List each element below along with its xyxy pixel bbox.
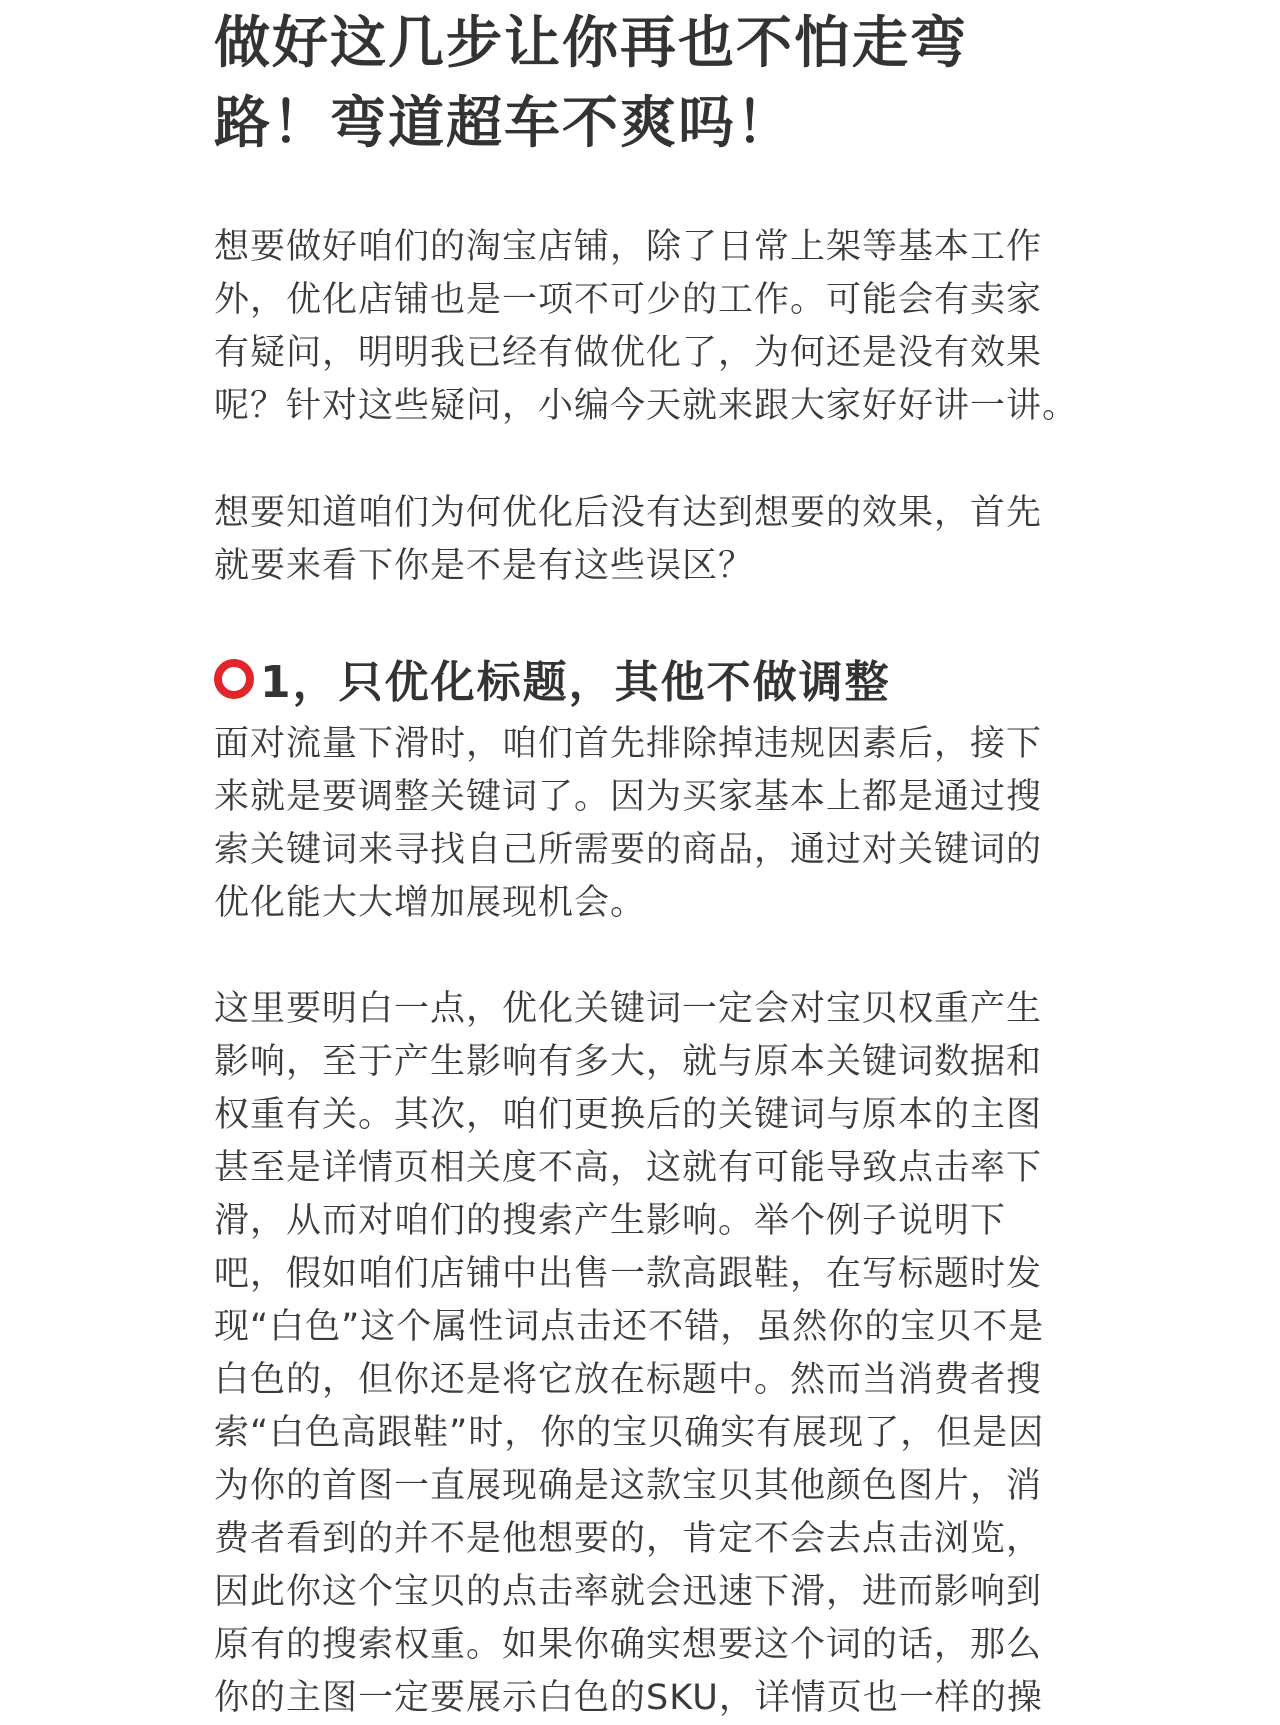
text-line: 费者看到的并不是他想要的，肯定不会去点击浏览， (214, 1519, 1043, 1559)
text-line: 现“白色”这个属性词点击还不错，虽然你的宝贝不是 (214, 1307, 1045, 1347)
text-line: 来就是要调整关键词了。因为买家基本上都是通过搜 (214, 777, 1043, 817)
text-line: 外，优化店铺也是一项不可少的工作。可能会有卖家 (214, 280, 1043, 320)
title-line: 路！弯道超车不爽吗！ (214, 91, 794, 156)
text-line: 这里要明白一点，优化关键词一定会对宝贝权重产生 (214, 989, 1043, 1029)
text-line: 有疑问，明明我已经有做优化了，为何还是没有效果 (214, 333, 1043, 373)
text-line: 权重有关。其次，咱们更换后的关键词与原本的主图 (214, 1095, 1043, 1135)
text-line: 你的主图一定要展示白色的SKU，详情页也一样的操 (214, 1678, 1043, 1718)
text-line: 想要知道咱们为何优化后没有达到想要的效果，首先 (214, 493, 1043, 533)
intro-paragraph (214, 221, 1078, 433)
text-line: 影响，至于产生影响有多大，就与原本关键词数据和 (214, 1042, 1043, 1082)
text-line: 就要来看下你是不是有这些误区？ (214, 546, 755, 586)
question-paragraph (214, 487, 1042, 593)
text-line: 优化能大大增加展现机会。 (214, 883, 647, 923)
section-heading (214, 646, 891, 710)
title-line: 做好这几步让你再也不怕走弯 (214, 11, 968, 76)
text-line: 呢？针对这些疑问，小编今天就来跟大家好好讲一讲。 (214, 386, 1079, 426)
text-line: 原有的搜索权重。如果你确实想要这个词的话，那么 (214, 1625, 1043, 1665)
text-line: 滑，从而对咱们的搜索产生影响。举个例子说明下 (214, 1201, 1007, 1241)
text-line: 吧，假如咱们店铺中出售一款高跟鞋，在写标题时发 (214, 1254, 1043, 1294)
section-heading-text: 1，只优化标题，其他不做调整 (260, 657, 891, 708)
section-paragraph (214, 718, 1042, 930)
text-line: 想要做好咱们的淘宝店铺，除了日常上架等基本工作 (214, 227, 1043, 267)
text-line: 白色的，但你还是将它放在标题中。然而当消费者搜 (214, 1360, 1043, 1400)
text-line: 为你的首图一直展现确是这款宝贝其他颜色图片，消 (214, 1466, 1043, 1506)
text-line: 面对流量下滑时，咱们首先排除掉违规因素后，接下 (214, 724, 1043, 764)
text-line: 索“白色高跟鞋”时，你的宝贝确实有展现了，但是因 (214, 1413, 1045, 1453)
text-line: 索关键词来寻找自己所需要的商品，通过对关键词的 (214, 830, 1043, 870)
detail-paragraph (214, 983, 1044, 1725)
red-circle-icon (214, 659, 254, 699)
text-line: 甚至是详情页相关度不高，这就有可能导致点击率下 (214, 1148, 1043, 1188)
article (214, 0, 1094, 1718)
article-title (214, 0, 1094, 164)
text-line: 因此你这个宝贝的点击率就会迅速下滑，进而影响到 (214, 1572, 1043, 1612)
